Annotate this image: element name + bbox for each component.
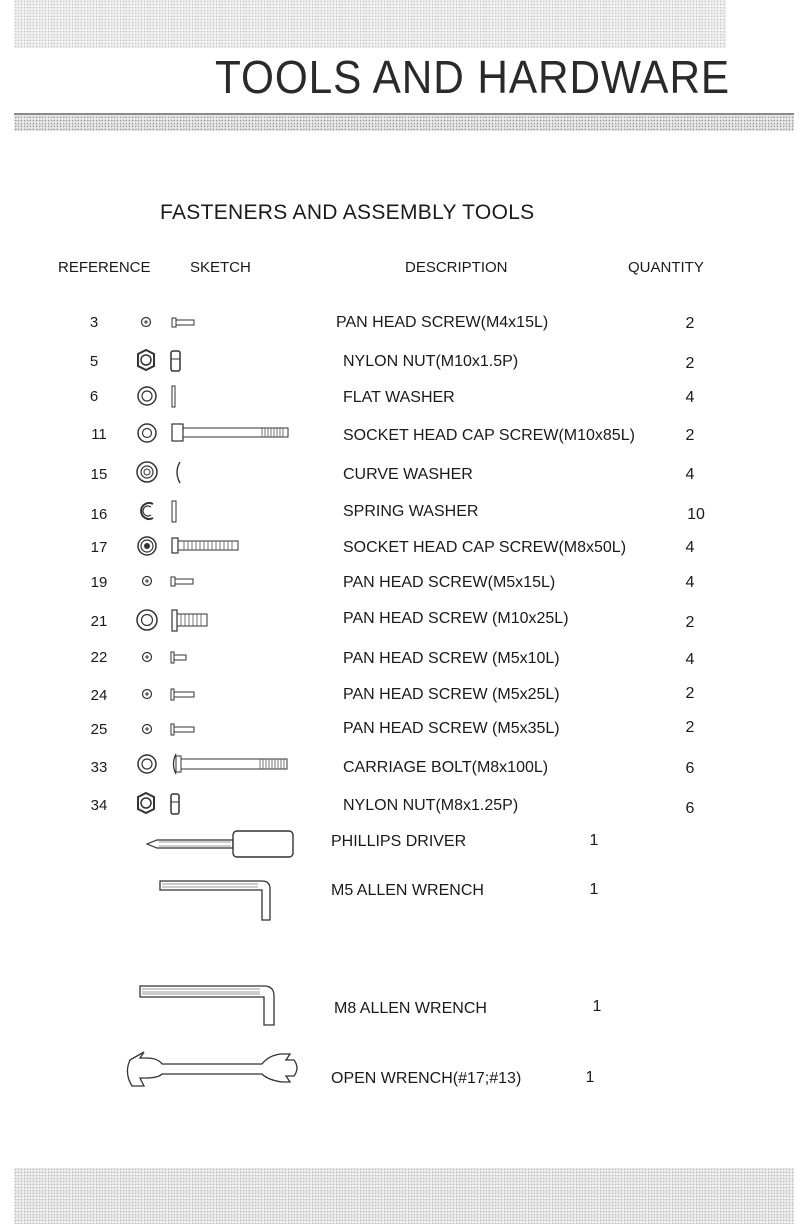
flat-washer-icon (136, 384, 196, 415)
part-description: PAN HEAD SCREW(M4x15L) (336, 314, 549, 331)
pan-head-screw-icon (140, 720, 200, 745)
spring-washer-icon (136, 499, 196, 530)
part-reference: 3 (89, 314, 99, 331)
part-reference: 17 (90, 539, 108, 556)
tool-quantity: 1 (592, 998, 602, 1015)
open-wrench-icon (122, 1048, 302, 1103)
part-description: PAN HEAD SCREW (M5x35L) (343, 720, 560, 737)
column-header-quantity: QUANTITY (628, 259, 704, 276)
part-reference: 11 (91, 426, 107, 443)
nylon-nut-icon (135, 791, 195, 824)
pan-head-screw-icon (140, 572, 200, 597)
header-texture (14, 0, 726, 48)
part-quantity: 2 (685, 719, 695, 736)
part-description: SPRING WASHER (343, 503, 479, 520)
pan-head-screw-icon (140, 685, 200, 710)
part-quantity: 2 (685, 315, 695, 332)
part-reference: 19 (90, 574, 108, 591)
pan-head-screw-icon (138, 313, 198, 338)
tool-quantity: 1 (589, 881, 599, 898)
part-reference: 34 (90, 797, 108, 814)
part-reference: 24 (90, 687, 108, 704)
part-description: NYLON NUT(M10x1.5P) (343, 353, 519, 370)
tool-description: M8 ALLEN WRENCH (334, 1000, 487, 1017)
part-quantity: 2 (685, 685, 695, 702)
part-description: SOCKET HEAD CAP SCREW(M8x50L) (343, 539, 627, 556)
part-reference: 16 (90, 506, 108, 523)
part-quantity: 2 (685, 355, 695, 372)
nylon-nut-icon (135, 348, 195, 381)
pan-head-screw-icon (136, 608, 216, 639)
part-quantity: 2 (685, 614, 695, 631)
part-quantity: 4 (685, 466, 695, 483)
part-reference: 5 (89, 353, 99, 370)
part-description: PAN HEAD SCREW (M5x25L) (343, 686, 560, 703)
part-quantity: 10 (687, 506, 705, 523)
part-description: NYLON NUT(M8x1.25P) (343, 797, 519, 814)
section-title: FASTENERS AND ASSEMBLY TOOLS (160, 201, 535, 224)
socket-cap-screw-icon (136, 421, 296, 450)
part-quantity: 4 (685, 389, 695, 406)
tool-description: PHILLIPS DRIVER (331, 833, 467, 850)
part-reference: 6 (89, 388, 99, 405)
part-description: PAN HEAD SCREW(M5x15L) (343, 574, 556, 591)
tool-quantity: 1 (589, 832, 599, 849)
part-quantity: 2 (685, 427, 695, 444)
part-quantity: 6 (685, 800, 695, 817)
page-title: TOOLS AND HARDWARE (215, 51, 731, 103)
part-description: FLAT WASHER (343, 389, 455, 406)
tool-quantity: 1 (585, 1069, 595, 1086)
part-quantity: 4 (685, 539, 695, 556)
allen-wrench-icon (158, 878, 278, 929)
part-description: SOCKET HEAD CAP SCREW(M10x85L) (343, 427, 635, 444)
part-quantity: 4 (685, 574, 695, 591)
part-reference: 25 (90, 721, 108, 738)
column-header-sketch: SKETCH (190, 259, 251, 276)
phillips-driver-icon (145, 828, 300, 865)
header-rule (14, 113, 794, 131)
socket-cap-screw-icon (136, 534, 246, 563)
part-description: PAN HEAD SCREW (M5x10L) (343, 650, 560, 667)
part-quantity: 4 (685, 651, 695, 668)
part-reference: 33 (90, 759, 108, 776)
carriage-bolt-icon (136, 752, 296, 783)
part-description: PAN HEAD SCREW (M10x25L) (343, 610, 569, 627)
part-reference: 22 (90, 649, 108, 666)
allen-wrench-icon (138, 983, 278, 1034)
part-reference: 21 (90, 613, 108, 630)
tool-description: M5 ALLEN WRENCH (331, 882, 484, 899)
footer-texture (14, 1168, 794, 1224)
part-description: CARRIAGE BOLT(M8x100L) (343, 759, 549, 776)
tool-description: OPEN WRENCH(#17;#13) (331, 1070, 522, 1087)
part-description: CURVE WASHER (343, 466, 473, 483)
curve-washer-icon (136, 460, 196, 491)
part-quantity: 6 (685, 760, 695, 777)
header-rule-line (14, 113, 794, 115)
part-reference: 15 (90, 466, 108, 483)
pan-head-screw-icon (140, 648, 200, 673)
column-header-reference: REFERENCE (58, 259, 151, 276)
column-header-description: DESCRIPTION (405, 259, 508, 276)
